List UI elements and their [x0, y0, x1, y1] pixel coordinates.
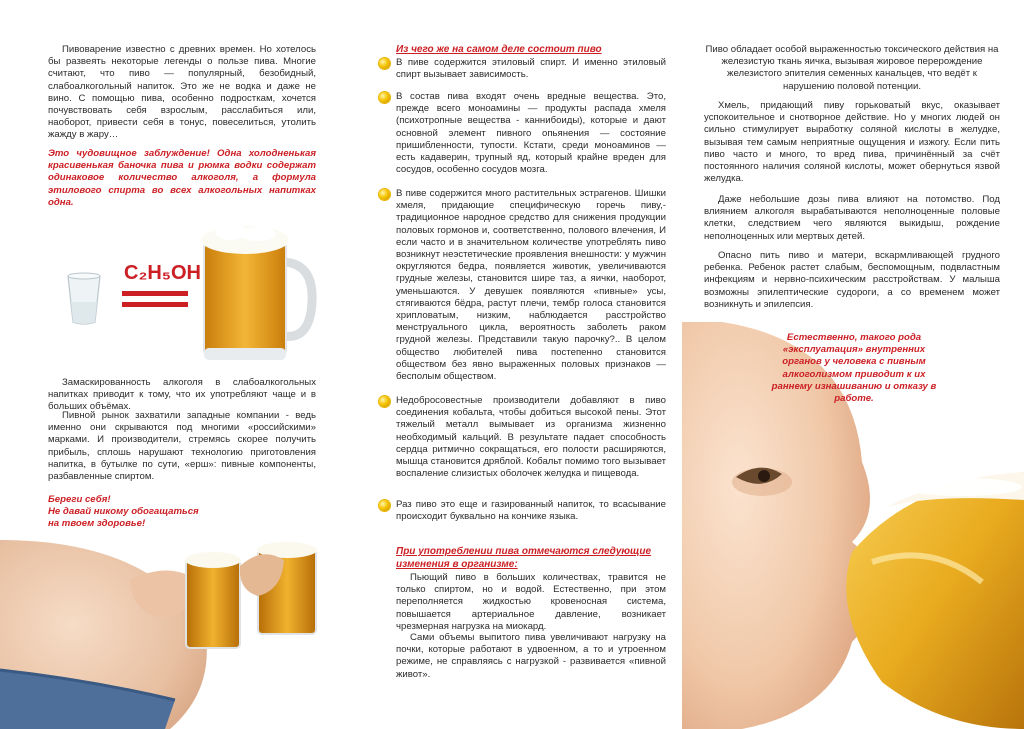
- column-middle: [340, 0, 682, 729]
- effects-paragraph-2: Сами объемы выпитого пива увеличивают нагрузку на почки, которые работают в удвоенном, а то и утроенном режиме, не справляясь с нагрузкой - развивается «пивной живот».: [396, 632, 666, 680]
- right-paragraph-2: Хмель, придающий пиву горьковатый вкус, оказывает успокоительное и снотворное действие. Но у многих людей он сильно стимулирует выработку соляной кислоты в желудке, вызывая тем самым неприятные ощущения и изжогу. Если пить пиво часто и много, то вред пива, причинённый за счёт постоянного наличия соляной кислоты, может обернуться язвой желудка.: [704, 100, 1000, 185]
- column-right: [682, 0, 1024, 729]
- market-paragraph: Пивной рынок захватили западные компании - ведь именно они скрываются под многими «российскими» марками. И производители, стремясь скорее получить прибыль, сплошь нарушают технологию приготовления напитка, в бутылке по сути, «ерш»: пивные компоненты, разбавленные спиртом.: [48, 410, 316, 483]
- effects-paragraph-1: Пьющий пиво в больших количествах, травится не только спиртом, но и водой. Естественно, при этом переполняется жидкостью кровеносная система, повышается артериальное давление, возникает чрезмерная нагрузка на миокард.: [396, 572, 666, 632]
- formula-text: C₂H₅OH: [124, 262, 201, 284]
- bullet-icon: [379, 189, 390, 200]
- bullet-icon: [379, 92, 390, 103]
- bullet-item-2: [396, 91, 666, 176]
- belly-with-beer-image: [0, 520, 340, 729]
- column-left: [0, 0, 340, 729]
- bullet-icon: [379, 58, 390, 69]
- bullet-icon: [379, 500, 390, 511]
- bullet-item-5: [396, 499, 666, 523]
- equals-bar-bottom: [122, 302, 188, 307]
- beer-mug-image: [196, 212, 320, 372]
- bullet-text: В пиве содержится этиловый спирт. И именно этиловый спирт вызывает зависимость.: [396, 57, 666, 81]
- bullet-text: В пиве содержится много растительных эстрагенов. Шишки хмеля, придающие специфическую горечь пиву,- традиционное народное средство для снижения продукции половых гормонов и, соответственно, полового влечения, И если часто и в значительном количестве употреблять пиво возникнут неэстетические проявления внешности: у мужчин округляются бедра, появляется животик, увеличиваются грудные железы, становится шире таз, а яички, наоборот, уменьшаются. У девушек появляются «пивные» усы, стягиваются бёдра, растут плечи, тембр голоса становится хрипловатым, низким, наблюдается расстройство менструального цикла, вероятность заболеть раком грудной железы. Представили такую парочку?.. В целом общество любителей пива постепенно становится обществом без явно выраженных половых признаков — бесполым обществом.: [396, 188, 666, 383]
- bullet-text: Недобросовестные производители добавляют в пиво соединения кобальта, чтобы добиться высокой пены. Этот тяжелый металл вымывает из организма жизненно необходимый кальций. В результате падает способность сердца ритмично сокращаться, его полости расширяются, мышца становится дряблой. Кобальт помимо того вызывает воспаление слизистых оболочек желудка и пищевода.: [396, 395, 666, 480]
- right-paragraph-1: Пиво обладает особой выраженностью токсического действия на железистую ткань яичка, вызывая жировое перерождение железистого эпителия семенных канальцев, что ведёт к нарушению половой потенции.: [705, 44, 999, 92]
- callout-text: Естественно, такого рода «эксплуатация» внутренних органов у человека с пивным алкоголизмом приводит к их раннему изнашиванию и отказу в работе.: [771, 332, 937, 405]
- right-paragraph-4: Опасно пить пиво и матери, вскармливающей грудного ребенка. Ребенок растет слабым, беспомощным, подвластным инфекциям и нервно-психическим расстройствам. У малыша возможны эпилептические судороги, а со временем может возникнуть и эпилепсия.: [704, 250, 1000, 310]
- masked-paragraph: Замаскированность алкоголя в слабоалкогольных напитках приводит к тому, что их употребляют чаще и в больших объёмах.: [48, 377, 316, 413]
- bullet-item-3: [396, 188, 666, 383]
- composition-heading: Из чего же на самом деле состоит пиво: [396, 44, 602, 55]
- shot-glass-image: [62, 272, 106, 328]
- bullet-item-4: [396, 395, 666, 480]
- equals-bar-top: [122, 291, 188, 296]
- effects-heading: При употреблении пива отмечаются следующие изменения в организме:: [396, 546, 652, 570]
- bullet-text: В состав пива входят очень вредные вещества. Это, прежде всего моноамины — продукты распада хмеля (психотропные вещества - каннибоиды), которые и дают основной элемент пивного опьянения — состояние пришибленности, тупости. Кстати, среди моноаминов — есть кадаверин, трупный яд, который крайне вреден для сосудов, особенно сосудов мозга.: [396, 91, 666, 176]
- bullet-text: Раз пиво это еще и газированный напиток, то всасывание происходит буквально на кончике языка.: [396, 499, 666, 523]
- intro-paragraph: Пивоварение известно с древних времен. Но хотелось бы развеять некоторые легенды о пользе пива. Многие считают, что пиво — популярный, безобидный, слабоалкогольный напиток. Это же не водка и даже не вино. С помощью пива, особенно подросткам, хочется почувствовать себя взрослым, расслабиться или, наоборот, привести себя в тонус, повеселиться, утолить жажду в жару…: [48, 44, 316, 141]
- bullet-icon: [379, 396, 390, 407]
- slogan-text: Береги себя! Не давай никому обогащаться на твоем здоровье!: [48, 494, 199, 530]
- bullet-item-1: [396, 57, 666, 81]
- warning-paragraph: Это чудовищное заблуждение! Одна холодненькая красивенькая баночка пива и рюмка водки содержат одинаковое количество алкоголя, а формула этилового спирта во всех алкогольных напитках одна.: [48, 148, 316, 208]
- right-paragraph-3: Даже небольшие дозы пива влияют на потомство. Под влиянием алкоголя вырабатываются неполноценные половые клетки, следствием чего являются выкидыш, рождение неполноценных или мертвых детей.: [704, 194, 1000, 242]
